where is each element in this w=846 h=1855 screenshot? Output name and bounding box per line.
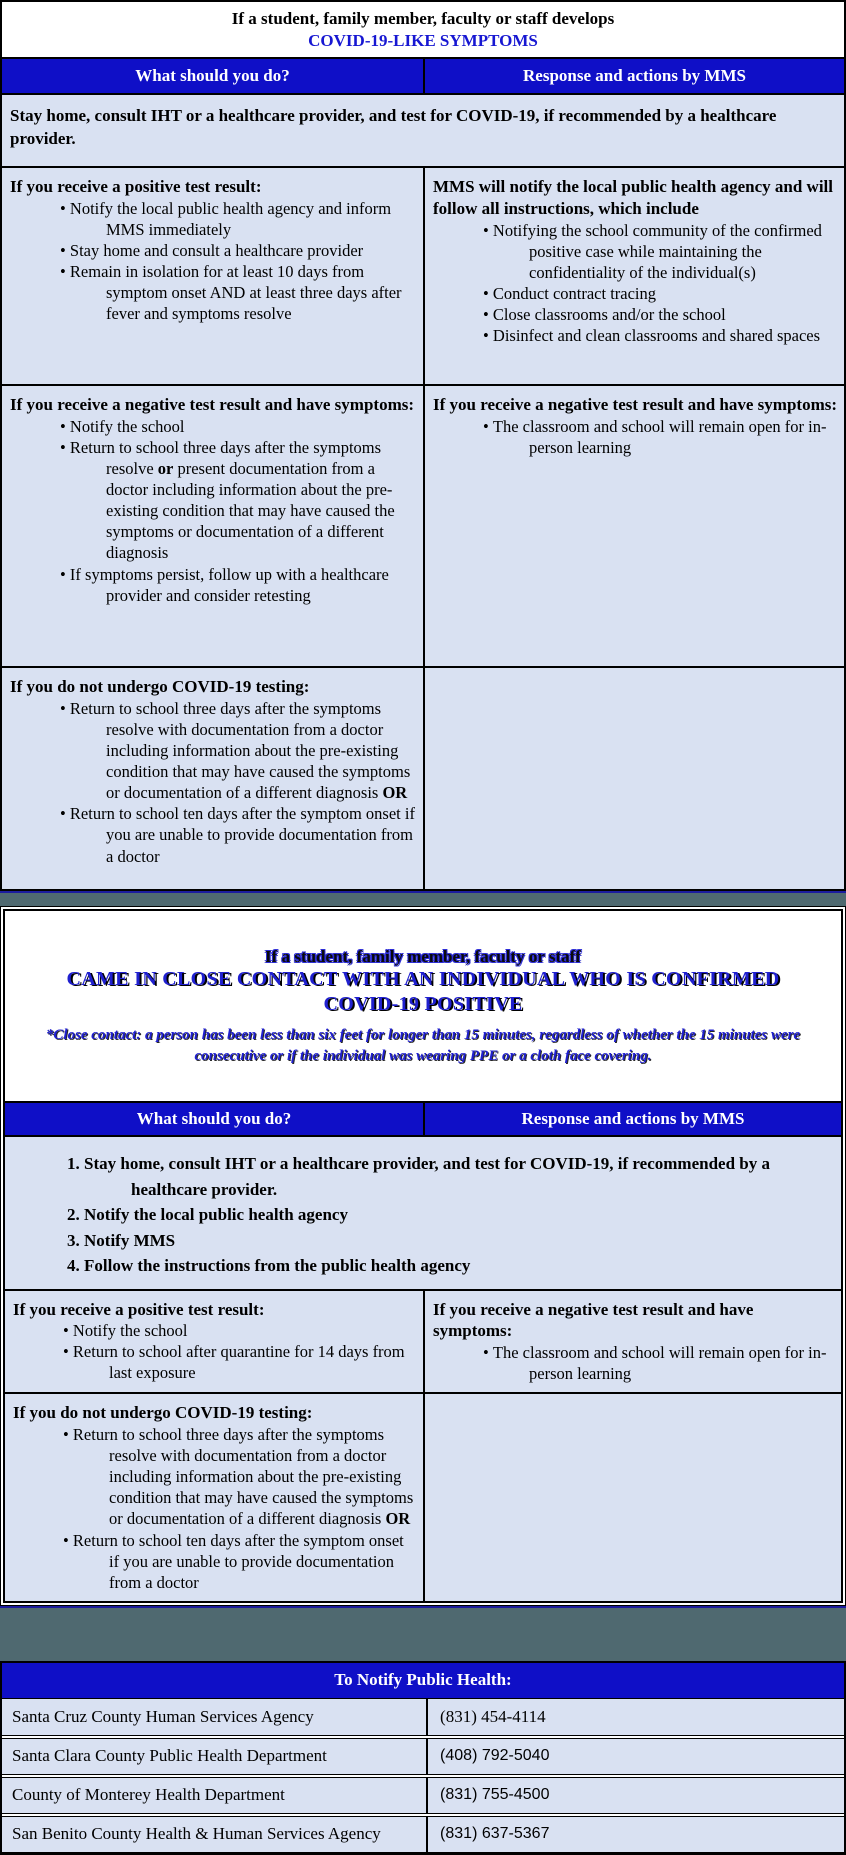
bullet-item: • Return to school after quarantine for 14 days from last exposure xyxy=(13,1341,417,1383)
bullet-item: • Close classrooms and/or the school xyxy=(433,304,838,325)
bullet-item: • Return to school three days after the symptoms resolve or present documentation from a doctor including information about the pre-existing condition that may have caused the symptoms or documentation of a different diagnosis xyxy=(10,437,417,564)
agency-phone: (831) 755-4500 xyxy=(440,1786,550,1804)
close-contact-positive-row xyxy=(5,1291,841,1393)
bullet-item: • Notify the school xyxy=(13,1320,417,1341)
bullet-item: • If symptoms persist, follow up with a healthcare provider and consider retesting xyxy=(10,564,417,606)
bullet-item: • Notifying the school community of the confirmed positive case while maintaining the confidentiality of the individual(s) xyxy=(433,220,838,283)
cell-heading: If you do not undergo COVID-19 testing: xyxy=(13,1403,313,1423)
no-testing-left-cell xyxy=(2,668,423,889)
bullet-list xyxy=(13,1320,417,1383)
bullet-list xyxy=(433,416,838,458)
cc-no-testing-left-cell xyxy=(5,1394,423,1601)
close-contact-line3: COVID-19 POSITIVE xyxy=(323,993,523,1015)
negative-result-right-cell xyxy=(423,386,844,666)
numbered-steps-list xyxy=(13,1151,833,1279)
bullet-item: • Notify the local public health agency and inform MMS immediately xyxy=(10,198,417,240)
contact-row xyxy=(2,1816,844,1853)
close-contact-line2: CAME IN CLOSE CONTACT WITH AN INDIVIDUAL WHO IS CONFIRMED xyxy=(66,968,780,990)
bullet-item: • The classroom and school will remain open for in-person learning xyxy=(433,416,838,458)
close-contact-line1: If a student, family member, faculty or staff xyxy=(265,947,581,966)
cell-heading: If you receive a positive test result: xyxy=(13,1299,265,1319)
cc-positive-left-cell xyxy=(5,1291,423,1393)
agency-name: Santa Clara County Public Health Department xyxy=(2,1739,428,1774)
title-line2: COVID-19-LIKE SYMPTOMS xyxy=(308,31,538,50)
column-header-what-to-do: What should you do? xyxy=(135,66,290,85)
cell-heading: If you receive a negative test result and have symptoms: xyxy=(433,1299,754,1341)
section-divider-band-2 xyxy=(0,1606,846,1661)
negative-result-row xyxy=(2,384,844,666)
numbered-step: Follow the instructions from the public health agency xyxy=(84,1256,471,1275)
agency-phone: (408) 792-5040 xyxy=(440,1747,550,1765)
cell-heading: MMS will notify the local public health agency and will follow all instructions, which include xyxy=(433,177,833,218)
bullet-list xyxy=(10,198,417,325)
bullet-list xyxy=(433,1342,835,1384)
bullet-item: • Return to school ten days after the symptom onset if you are unable to provide documentation from a doctor xyxy=(10,803,417,866)
column-header-row-2 xyxy=(5,1101,841,1137)
symptoms-table-title xyxy=(2,2,844,59)
column-header-mms-response-2: Response and actions by MMS xyxy=(423,1103,841,1135)
stay-home-row: Stay home, consult IHT or a healthcare provider, and test for COVID-19, if recommended by a healthcare provider. xyxy=(2,95,844,168)
bullet-list xyxy=(10,416,417,606)
bullet-item: • Disinfect and clean classrooms and shared spaces xyxy=(433,325,838,346)
agency-name: Santa Cruz County Human Services Agency xyxy=(2,1699,428,1735)
cell-heading: If you do not undergo COVID-19 testing: xyxy=(10,677,310,696)
no-testing-right-cell-empty xyxy=(423,668,844,889)
bullet-item: • Conduct contract tracing xyxy=(433,283,838,304)
contact-row xyxy=(2,1699,844,1736)
cell-heading: If you receive a negative test result and have symptoms: xyxy=(433,395,838,414)
negative-result-left-cell xyxy=(2,386,423,666)
bullet-item: • Notify the school xyxy=(10,416,417,437)
symptoms-table xyxy=(0,0,846,891)
agency-name: San Benito County Health & Human Services Agency xyxy=(2,1817,428,1852)
cell-heading: If you receive a positive test result: xyxy=(10,177,262,196)
no-testing-row xyxy=(2,666,844,889)
close-contact-definition-note: *Close contact: a person has been less than six feet for longer than 15 minutes, regardless of whether the 15 minutes were consecutive or if the individual was wearing PPE or a cloth face covering. xyxy=(45,1027,801,1064)
numbered-step: Notify MMS xyxy=(84,1230,176,1250)
bullet-item: • Return to school three days after the symptoms resolve with documentation from a doctor including information about the pre-existing condition that may have caused the symptoms or documentation of a different diagnosis OR xyxy=(13,1424,417,1530)
contact-row xyxy=(2,1738,844,1775)
contact-row xyxy=(2,1777,844,1814)
public-health-contacts-table xyxy=(0,1661,846,1855)
agency-phone: (831) 454-4114 xyxy=(440,1706,546,1726)
numbered-step: Notify the local public health agency xyxy=(84,1205,348,1224)
cc-no-testing-right-cell-empty xyxy=(423,1394,841,1601)
close-contact-no-testing-row xyxy=(5,1392,841,1601)
bullet-item: • Remain in isolation for at least 10 days from symptom onset AND at least three days after fever and symptoms resolve xyxy=(10,261,417,324)
positive-result-row xyxy=(2,168,844,384)
column-header-mms-response: Response and actions by MMS xyxy=(423,59,844,93)
agency-name: County of Monterey Health Department xyxy=(2,1778,428,1813)
positive-result-left-cell xyxy=(2,168,423,384)
column-header-row xyxy=(2,59,844,95)
section-divider-band xyxy=(0,891,846,906)
numbered-step: Stay home, consult IHT or a healthcare provider, and test for COVID-19, if recommended by a healthcare provider. xyxy=(84,1154,770,1199)
close-contact-steps-row xyxy=(5,1137,841,1291)
cc-negative-right-cell xyxy=(423,1291,841,1393)
bullet-list xyxy=(13,1424,417,1593)
bullet-item: • The classroom and school will remain open for in-person learning xyxy=(433,1342,835,1384)
bullet-list xyxy=(10,698,417,867)
column-header-what-to-do-2: What should you do? xyxy=(136,1109,292,1128)
bullet-item: • Return to school ten days after the symptom onset if you are unable to provide documentation from a doctor xyxy=(13,1530,417,1593)
bullet-item: • Return to school three days after the symptoms resolve with documentation from a doctor including information about the pre-existing condition that may have caused the symptoms or documentation of a different diagnosis OR xyxy=(10,698,417,804)
cell-heading: If you receive a negative test result and have symptoms: xyxy=(10,395,415,414)
bullet-list xyxy=(433,220,838,347)
close-contact-header xyxy=(5,911,841,1101)
title-line1: If a student, family member, faculty or staff develops xyxy=(231,9,615,28)
bullet-item: • Stay home and consult a healthcare provider xyxy=(10,240,417,261)
agency-phone: (831) 637-5367 xyxy=(440,1825,550,1843)
public-health-table-title: To Notify Public Health: xyxy=(2,1663,844,1699)
positive-result-right-cell xyxy=(423,168,844,384)
close-contact-table xyxy=(0,906,846,1606)
